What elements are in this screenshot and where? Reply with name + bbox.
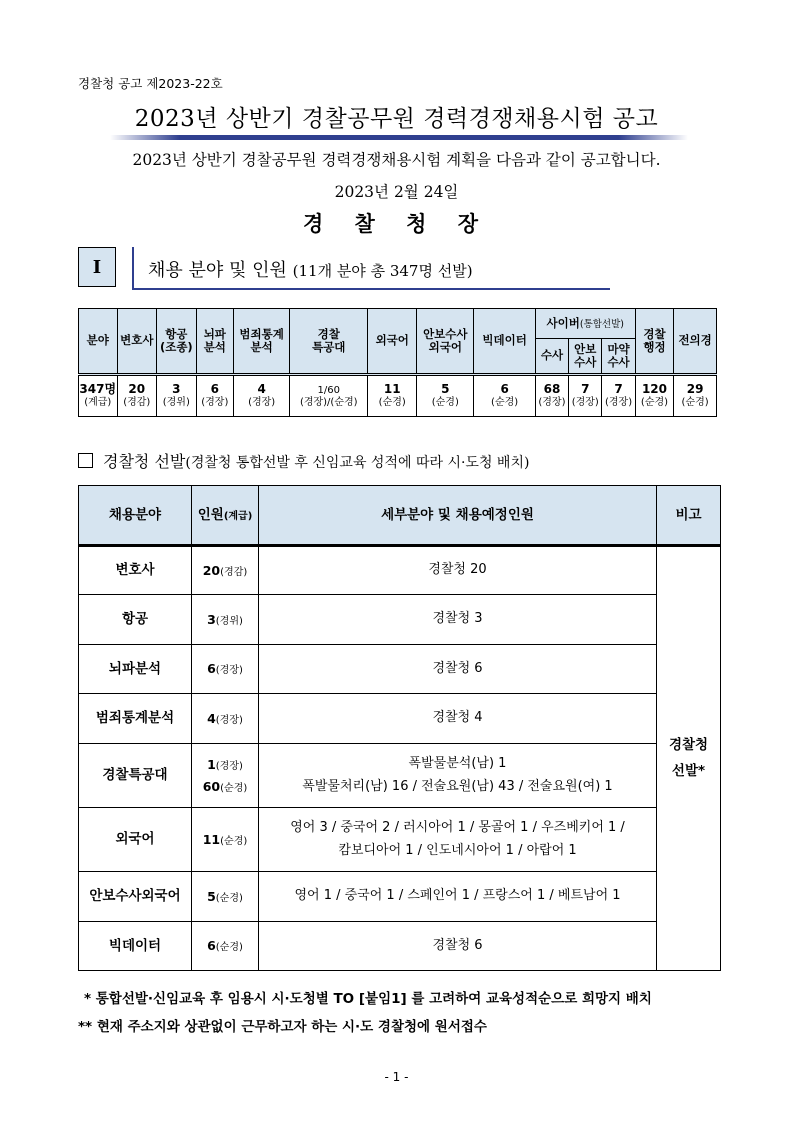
footnote-2: ** 현재 주소지와 상관없이 근무하고자 하는 시·도 경찰청에 원서접수 (78, 1019, 487, 1035)
header-lawyer: 변호사 (117, 309, 157, 375)
header-cyber-drug: 마약 수사 (602, 339, 635, 375)
header-crime-stat: 범죄통계 분석 (234, 309, 290, 375)
row-field: 항공 (79, 595, 192, 645)
header-security-foreign: 안보수사 외국어 (417, 309, 474, 375)
header-aviation: 항공 (조종) (157, 309, 197, 375)
row-detail: 경찰청 6 (259, 922, 657, 971)
value-cell: 3 (경위) (157, 375, 197, 417)
header-brainwave: 뇌파 분석 (196, 309, 233, 375)
header-conscript: 전의경 (674, 309, 717, 375)
header-count: 인원(계급) (192, 486, 259, 546)
row-count: 4(경장) (192, 694, 259, 744)
row-detail: 경찰청 20 (259, 546, 657, 595)
value-cell: 1/60 (경장)/(순경) (290, 375, 368, 417)
table-row (79, 744, 721, 808)
header-field: 채용분야 (79, 486, 192, 546)
value-cell: 11 (순경) (368, 375, 417, 417)
table-row (79, 645, 721, 694)
subsection-heading (78, 449, 529, 472)
notice-number: 경찰청 공고 제2023-22호 (78, 76, 223, 91)
detail-table (78, 485, 721, 971)
section-title-note: (11개 분야 총 347명 선발) (292, 262, 473, 280)
section-divider-horizontal (132, 288, 610, 290)
value-cell: 20 (경감) (117, 375, 157, 417)
row-field: 빅데이터 (79, 922, 192, 971)
table-row (79, 694, 721, 744)
section-title-text: 채용 분야 및 인원 (148, 260, 287, 281)
remark-cell: 경찰청 선발* (657, 546, 721, 971)
table-row (79, 872, 721, 922)
page-number: - 1 - (384, 1070, 409, 1084)
value-cell: 5 (순경) (417, 375, 474, 417)
row-field: 경찰특공대 (79, 744, 192, 808)
table-row (79, 595, 721, 645)
row-field: 뇌파분석 (79, 645, 192, 694)
section-title (148, 256, 473, 282)
table-row (79, 546, 721, 595)
row-field: 안보수사외국어 (79, 872, 192, 922)
title-underline (110, 135, 688, 140)
subsection-note: (경찰청 통합선발 후 신임교육 성적에 따라 시·도청 배치) (185, 455, 530, 471)
row-count: 20(경감) (192, 546, 259, 595)
value-cell: 68 (경장) (535, 375, 568, 417)
header-cyber-security: 안보 수사 (569, 339, 602, 375)
row-count: 11(순경) (192, 808, 259, 872)
value-cell: 347명 (계급) (79, 375, 118, 417)
section-divider-vertical (132, 247, 134, 290)
header-foreign: 외국어 (368, 309, 417, 375)
header-cyber: 사이버(통합선발) (535, 309, 635, 339)
header-admin: 경찰 행정 (635, 309, 674, 375)
section-number-badge: I (78, 247, 116, 287)
value-cell: 120 (순경) (635, 375, 674, 417)
table-row (79, 808, 721, 872)
header-field: 분야 (79, 309, 118, 375)
announcement-intro: 2023년 상반기 경찰공무원 경력경쟁채용시험 계획을 다음과 같이 공고합니다. (132, 151, 661, 169)
row-field: 외국어 (79, 808, 192, 872)
header-cyber-invest: 수사 (535, 339, 568, 375)
row-count: 5(순경) (192, 872, 259, 922)
value-cell: 7 (경장) (602, 375, 635, 417)
value-cell: 6 (경장) (196, 375, 233, 417)
header-detail: 세부분야 및 채용예정인원 (259, 486, 657, 546)
row-field: 변호사 (79, 546, 192, 595)
header-remark: 비고 (657, 486, 721, 546)
row-count: 3(경위) (192, 595, 259, 645)
checkbox-square-icon (78, 453, 93, 468)
table-row (79, 922, 721, 971)
header-swat: 경찰 특공대 (290, 309, 368, 375)
row-count: 6(순경) (192, 922, 259, 971)
summary-table (78, 308, 717, 417)
signer: 경 찰 청 장 (302, 211, 491, 236)
row-detail: 영어 3 / 중국어 2 / 러시아어 1 / 몽골어 1 / 우즈베키어 1 / 캄보디아어 1 / 인도네시아어 1 / 아랍어 1 (259, 808, 657, 872)
row-detail: 경찰청 3 (259, 595, 657, 645)
row-detail: 폭발물분석(남) 1 폭발물처리(남) 16 / 전술요원(남) 43 / 전술요원(여) 1 (259, 744, 657, 808)
value-cell: 7 (경장) (569, 375, 602, 417)
subsection-title: 경찰청 선발 (103, 452, 186, 471)
value-cell: 4 (경장) (234, 375, 290, 417)
value-cell: 29 (순경) (674, 375, 717, 417)
row-detail: 경찰청 4 (259, 694, 657, 744)
row-detail: 경찰청 6 (259, 645, 657, 694)
header-bigdata: 빅데이터 (474, 309, 535, 375)
row-count: 1(경장) 60(순경) (192, 744, 259, 808)
page-title: 2023년 상반기 경찰공무원 경력경쟁채용시험 공고 (134, 106, 659, 132)
announcement-date: 2023년 2월 24일 (334, 183, 459, 201)
row-field: 범죄통계분석 (79, 694, 192, 744)
row-detail: 영어 1 / 중국어 1 / 스페인어 1 / 프랑스어 1 / 베트남어 1 (259, 872, 657, 922)
value-cell: 6 (순경) (474, 375, 535, 417)
footnote-1: * 통합선발·신임교육 후 임용시 시·도청별 TO [붙임1] 를 고려하여 교육성적순으로 희망지 배치 (84, 991, 652, 1007)
row-count: 6(경장) (192, 645, 259, 694)
